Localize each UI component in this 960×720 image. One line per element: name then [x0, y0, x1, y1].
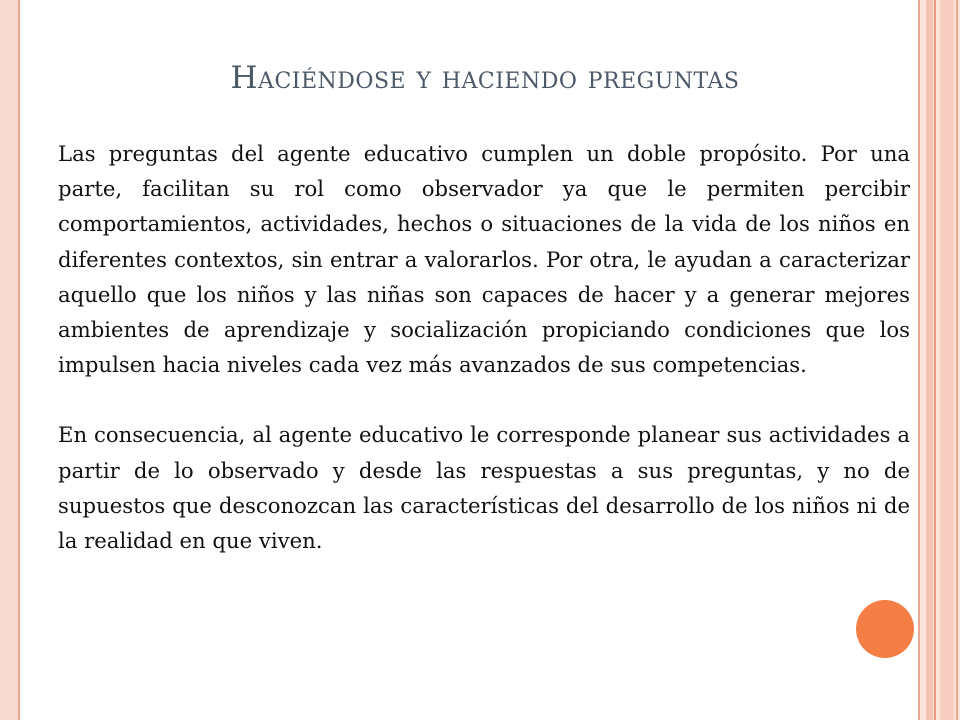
body-paragraph-2: En consecuencia, al agente educativo le corresponde planear sus actividades a partir de lo observado y desde las respuestas a sus preguntas, y no de supuestos que desconozcan las características del desarrollo de los niños ni de la realidad en que viven.	[58, 422, 910, 554]
right-frame-stripe	[940, 0, 954, 720]
decorative-orange-circle	[856, 600, 914, 658]
slide-title: Haciéndose y haciendo preguntas	[230, 60, 740, 96]
left-frame-line	[18, 0, 20, 720]
right-frame-stripe	[918, 0, 920, 720]
body-paragraph-1: Las preguntas del agente educativo cumplen un doble propósito. Por una parte, facilitan su rol como observador ya que le permiten percibir comportamientos, actividades, hechos o situaciones de la vida de los niños en diferentes contextos, sin entrar a valorarlos. Por otra, le ayudan a caracterizar aquello que los niños y las niñas son capaces de hacer y a generar mejores ambientes de aprendizaje y socialización propiciando condiciones que los impulsen hacia niveles cada vez más avanzados de sus competencias.	[58, 141, 910, 378]
left-frame-band	[0, 0, 20, 720]
right-frame-stripe	[926, 0, 933, 720]
slide-body	[58, 136, 910, 558]
right-frame-stripe	[956, 0, 958, 720]
right-frame-stripe	[934, 0, 936, 720]
